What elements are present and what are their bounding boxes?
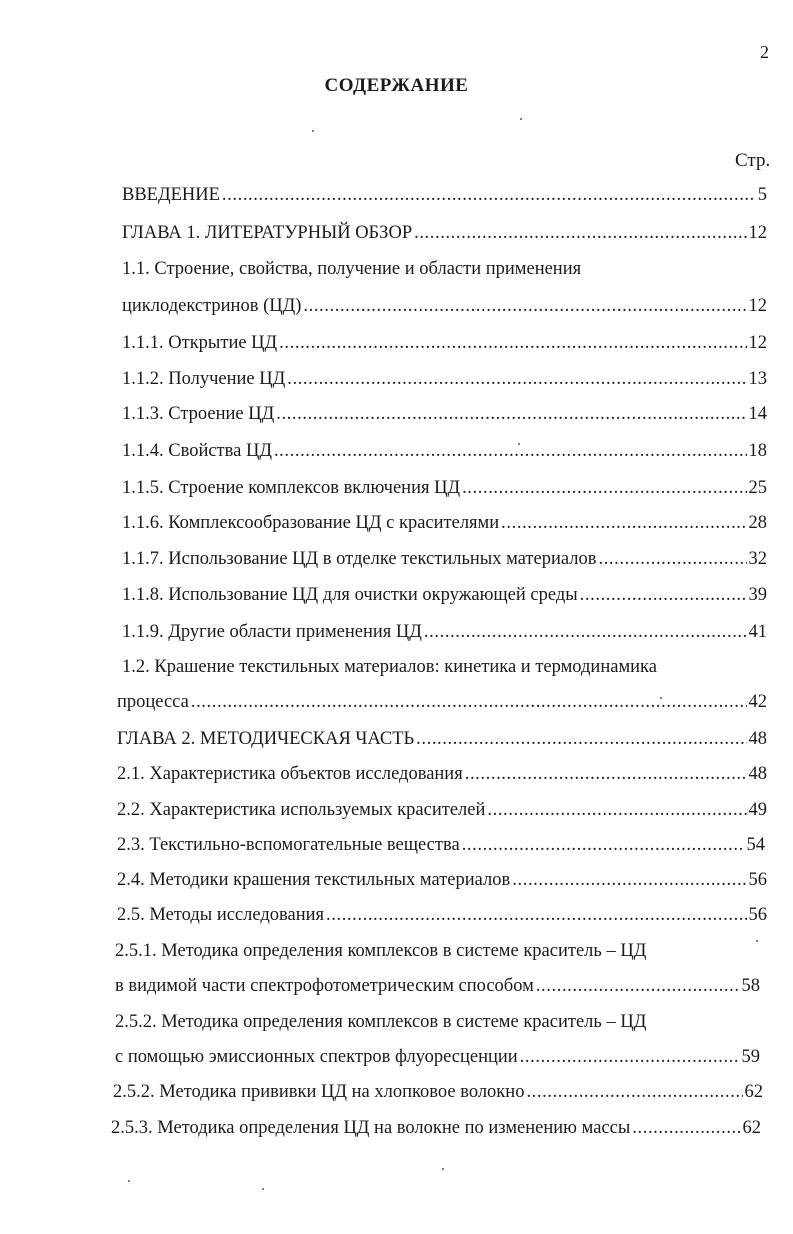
toc-entry-text: 2.5.2. Методика прививки ЦД на хлопковое волокно (113, 1082, 525, 1102)
toc-entry-text: 1.1.5. Строение комплексов включения ЦД (122, 478, 461, 498)
toc-entry-page: 14 (748, 404, 767, 424)
scan-speck (262, 1188, 264, 1190)
toc-entry (122, 547, 767, 571)
toc-leader (512, 868, 746, 892)
toc-entry-page: 42 (748, 692, 767, 712)
toc-leader (465, 762, 747, 786)
toc-entry-page: 18 (748, 441, 767, 461)
toc-leader (536, 974, 740, 998)
scan-speck (518, 443, 520, 445)
toc-entry-text: 2.5.3. Методика определения ЦД на волокне по изменению массы (111, 1118, 631, 1138)
toc-leader (462, 476, 746, 500)
page-title: СОДЕРЖАНИЕ (324, 75, 469, 96)
toc-entry-text: 2.4. Методики крашения текстильных материалов (117, 870, 511, 890)
toc-leader (424, 620, 747, 644)
toc-entry (122, 620, 767, 644)
scan-speck (312, 130, 314, 132)
toc-entry-page: 39 (748, 585, 767, 605)
toc-entry-text: процесса (117, 692, 189, 712)
toc-entry (122, 583, 767, 607)
toc-entry-page: 12 (748, 223, 767, 243)
toc-entry-page: 48 (748, 729, 767, 749)
scan-speck (442, 1168, 444, 1170)
toc-entry-page: 5 (757, 185, 767, 205)
toc-entry-text: 1.1.8. Использование ЦД для очистки окружающей среды (122, 585, 578, 605)
toc-entry-text: 1.1.4. Свойства ЦД (122, 441, 272, 461)
toc-leader (191, 690, 747, 714)
toc-entry (115, 1045, 760, 1069)
toc-entry-page: 49 (748, 800, 767, 820)
scan-speck (128, 1180, 130, 1182)
toc-entry-page: 56 (748, 870, 767, 890)
scan-speck (660, 697, 662, 699)
toc-entry (122, 402, 767, 426)
toc-entry (122, 331, 767, 355)
toc-entry (113, 1080, 763, 1104)
toc-leader (580, 583, 747, 607)
toc-entry (122, 221, 767, 245)
toc-leader (303, 294, 746, 318)
toc-entry-text: 1.1.3. Строение ЦД (122, 404, 275, 424)
toc-entry (117, 798, 767, 822)
toc-entry-text: в видимой части спектрофотометрическим способом (115, 976, 534, 996)
toc-entry (122, 294, 767, 318)
toc-entry-heading: 1.1. Строение, свойства, получение и области применения (122, 259, 582, 279)
toc-entry (122, 511, 767, 535)
toc-leader (598, 547, 746, 571)
toc-leader (632, 1116, 740, 1140)
toc-entry-page: 59 (741, 1047, 760, 1067)
toc-entry-text: 1.1.9. Другие области применения ЦД (122, 622, 422, 642)
toc-entry (122, 476, 767, 500)
toc-entry-page: 54 (746, 835, 765, 855)
toc-entry-page: 48 (748, 764, 767, 784)
toc-leader (487, 798, 746, 822)
toc-entry-page: 56 (748, 905, 767, 925)
toc-entry-heading: 2.5.1. Методика определения комплексов в системе краситель – ЦД (115, 941, 647, 961)
toc-leader (276, 402, 746, 426)
toc-entry (117, 762, 767, 786)
toc-entry (117, 833, 765, 857)
toc-entry-text: ГЛАВА 1. ЛИТЕРАТУРНЫЙ ОБЗОР (122, 223, 413, 243)
toc-entry-page: 32 (748, 549, 767, 569)
toc-entry-page: 62 (744, 1082, 763, 1102)
toc-entry (115, 974, 760, 998)
toc-entry-page: 41 (748, 622, 767, 642)
toc-leader (416, 727, 746, 751)
toc-entry-heading: 2.5.2. Методика определения комплексов в системе краситель – ЦД (115, 1012, 647, 1032)
toc-leader (222, 183, 756, 207)
toc-entry-text: ВВЕДЕНИЕ (122, 185, 220, 205)
toc-entry (117, 903, 767, 927)
toc-entry-text: 1.1.7. Использование ЦД в отделке текстильных материалов (122, 549, 597, 569)
toc-entry (117, 868, 767, 892)
toc-entry-page: 12 (748, 333, 767, 353)
toc-entry-text: 2.2. Характеристика используемых красителей (117, 800, 486, 820)
scan-speck (520, 118, 522, 120)
toc-entry-text: 2.3. Текстильно-вспомогательные вещества (117, 835, 460, 855)
toc-entry-page: 58 (741, 976, 760, 996)
page-number: 2 (760, 42, 769, 62)
toc-leader (520, 1045, 740, 1069)
toc-leader (414, 221, 746, 245)
toc-leader (462, 833, 745, 857)
toc-entry-heading: 1.2. Крашение текстильных материалов: кинетика и термодинамика (122, 657, 657, 677)
toc-entry-page: 25 (748, 478, 767, 498)
toc-entry (117, 727, 767, 751)
toc-leader (326, 903, 746, 927)
toc-entry-text: циклодекстринов (ЦД) (122, 296, 302, 316)
toc-entry-page: 12 (748, 296, 767, 316)
toc-entry (122, 183, 767, 207)
toc-entry (122, 367, 767, 391)
toc-entry-text: 1.1.6. Комплексообразование ЦД с красителями (122, 513, 500, 533)
toc-entry-text: 1.1.2. Получение ЦД (122, 369, 286, 389)
toc-entry-page: 28 (748, 513, 767, 533)
toc-entry-text: 2.5. Методы исследования (117, 905, 325, 925)
toc-leader (526, 1080, 742, 1104)
toc-leader (279, 331, 746, 355)
toc-entry-text: с помощью эмиссионных спектров флуоресценции (115, 1047, 518, 1067)
toc-entry (117, 690, 767, 714)
toc-entry (111, 1116, 761, 1140)
toc-entry-text: ГЛАВА 2. МЕТОДИЧЕСКАЯ ЧАСТЬ (117, 729, 415, 749)
toc-entry-text: 2.1. Характеристика объектов исследования (117, 764, 463, 784)
scan-speck (756, 940, 758, 942)
toc-entry-page: 13 (748, 369, 767, 389)
page-column-label: Стр. (735, 150, 771, 171)
toc-entry-text: 1.1.1. Открытие ЦД (122, 333, 278, 353)
toc-leader (501, 511, 746, 535)
toc-leader (274, 439, 747, 463)
toc-entry-page: 62 (742, 1118, 761, 1138)
toc-leader (287, 367, 746, 391)
toc-entry (122, 439, 767, 463)
